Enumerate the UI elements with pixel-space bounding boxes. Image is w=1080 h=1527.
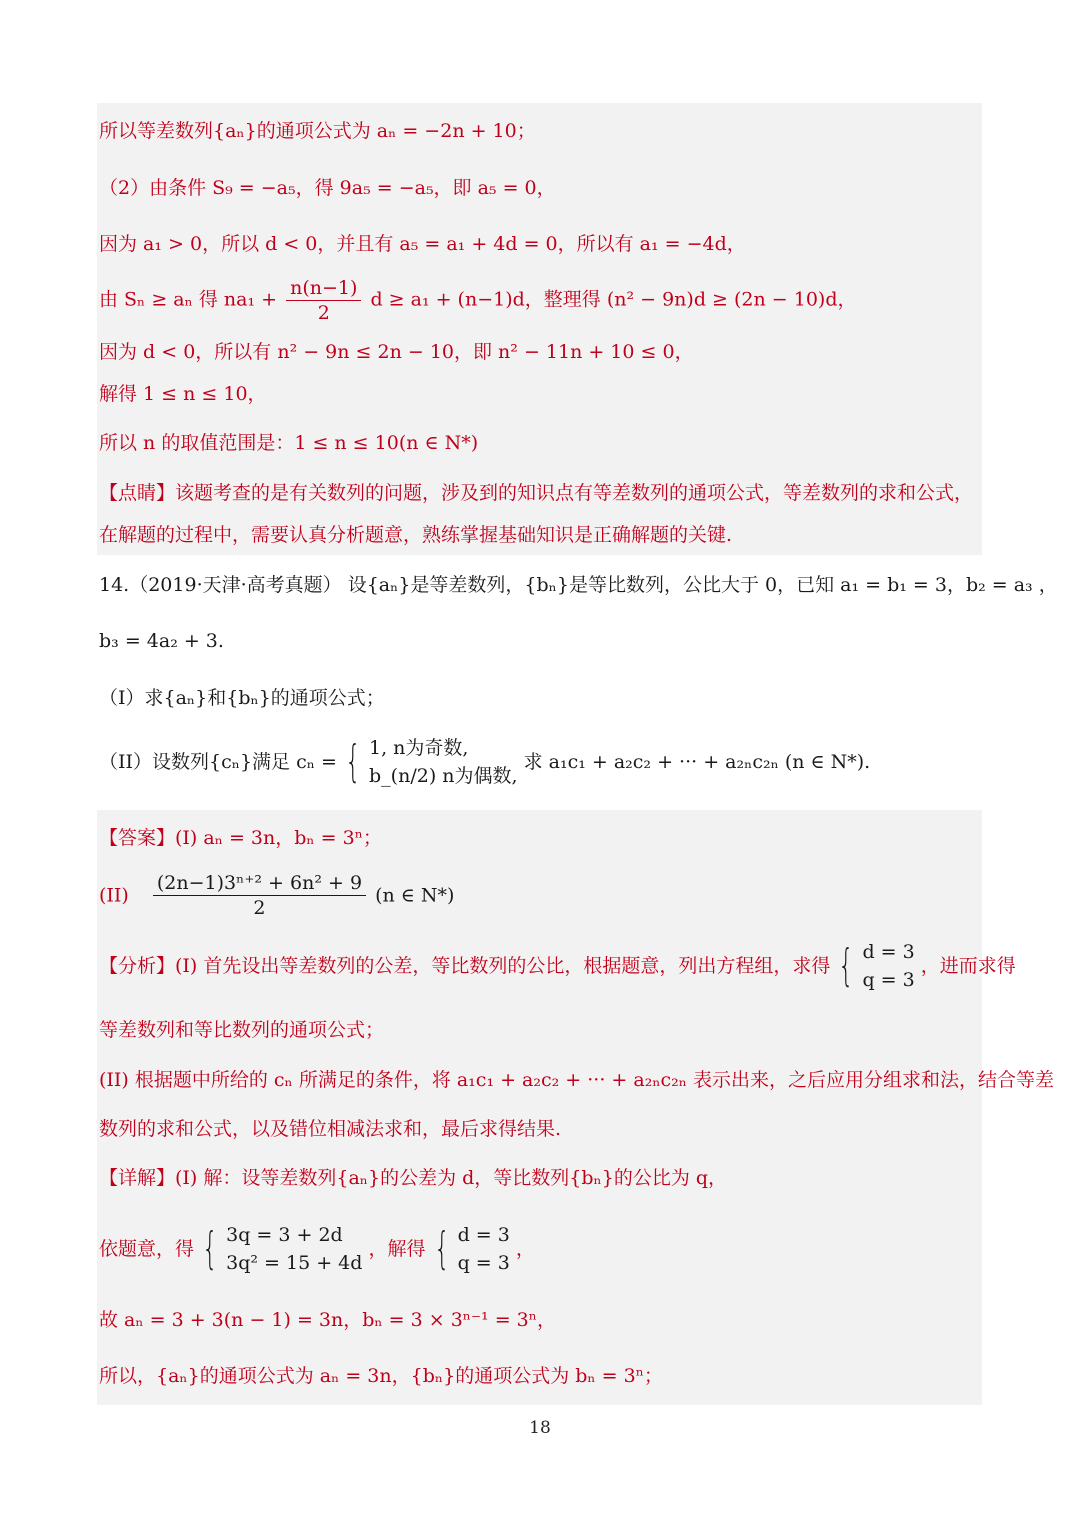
left-brace-icon: { xyxy=(838,940,855,991)
solution-d: d = 3 xyxy=(457,1224,510,1246)
equation-system xyxy=(226,1221,362,1277)
block1-line3: 因为 a₁ > 0，所以 d < 0，并且有 a₅ = a₁ + 4d = 0，所以有 a₁ = −4d， xyxy=(99,233,746,255)
case-d: d = 3 xyxy=(862,941,915,963)
block1-line6: 解得 1 ≤ n ≤ 10， xyxy=(99,383,267,405)
answer2-denominator: 2 xyxy=(253,897,266,919)
answer2-numerator: (2n−1)3ⁿ⁺² + 6n² + 9 xyxy=(153,871,366,896)
equation-2: 3q² = 15 + 4d xyxy=(226,1252,363,1274)
answer2-label: (II) xyxy=(99,884,129,907)
detail-line3: 故 aₙ = 3 + 3(n − 1) = 3n，bₙ = 3 × 3ⁿ⁻¹ = 3ⁿ， xyxy=(99,1309,556,1331)
block1-line2: （2）由条件 S₉ = −a₅，得 9a₅ = −a₅，即 a₅ = 0， xyxy=(99,177,556,199)
detail2-start: 依题意，得 xyxy=(99,1238,195,1260)
detail-line2 xyxy=(99,1221,535,1277)
left-brace-icon: { xyxy=(345,736,361,787)
block1-line1: 所以等差数列{aₙ}的通项公式为 aₙ = −2n + 10； xyxy=(99,120,536,142)
block1-line4-end: d ≥ a₁ + (n−1)d，整理得 (n² − 9n)d ≥ (2n − 10)d， xyxy=(370,288,857,311)
left-brace-icon: { xyxy=(202,1223,218,1274)
equation-1: 3q = 3 + 2d xyxy=(226,1224,343,1246)
problem-part2 xyxy=(99,734,870,790)
answer-line2 xyxy=(99,871,454,920)
block1-line4-start: 由 Sₙ ≥ aₙ 得 na₁ + xyxy=(99,288,278,311)
detail-line1: 【详解】(I) 解：设等差数列{aₙ}的公差为 d，等比数列{bₙ}的公比为 q， xyxy=(99,1167,728,1189)
analysis-line3: (II) 根据题中所给的 cₙ 所满足的条件，将 a₁c₁ + a₂c₂ + ··· + a₂ₙc₂ₙ 表示出来，之后应用分组求和法，结合等差 xyxy=(99,1069,1055,1091)
problem-part2-end: 求 a₁c₁ + a₂c₂ + ··· + a₂ₙc₂ₙ (n ∈ N*). xyxy=(523,751,871,773)
analysis-line1 xyxy=(99,938,1016,994)
fraction-numerator: n(n−1) xyxy=(286,276,361,301)
comment-line1: 【点睛】该题考查的是有关数列的问题，涉及到的知识点有等差数列的通项公式，等差数列的求和公式， xyxy=(99,482,974,504)
problem-part1: （I）求{aₙ}和{bₙ}的通项公式； xyxy=(99,687,385,709)
case-even: b_(n/2) n为偶数, xyxy=(369,765,518,787)
block1-line4 xyxy=(99,276,856,325)
answer2-fraction xyxy=(153,871,366,920)
detail2-end: ， xyxy=(515,1238,535,1260)
block1-line7: 所以 n 的取值范围是：1 ≤ n ≤ 10(n ∈ N*) xyxy=(99,432,479,454)
analysis1-start: 【分析】(I) 首先设出等差数列的公差，等比数列的公比，根据题意，列出方程组，求得 xyxy=(99,955,831,977)
case-odd: 1, n为奇数, xyxy=(369,737,469,759)
answer2-domain: (n ∈ N*) xyxy=(375,884,455,907)
analysis1-end: ，进而求得 xyxy=(920,955,1016,977)
analysis-cases xyxy=(862,938,914,994)
answer-line1: 【答案】(I) aₙ = 3n，bₙ = 3ⁿ； xyxy=(99,827,382,849)
analysis-line2: 等差数列和等比数列的通项公式； xyxy=(99,1019,385,1041)
piecewise-cases xyxy=(369,734,518,790)
solution-q: q = 3 xyxy=(457,1252,510,1274)
solution-system xyxy=(458,1221,510,1277)
problem-line2: b₃ = 4a₂ + 3. xyxy=(99,630,224,652)
left-brace-icon: { xyxy=(433,1223,450,1274)
block1-line4-fraction xyxy=(286,276,361,325)
problem-part2-start: （II）设数列{cₙ}满足 cₙ = xyxy=(99,751,337,773)
case-q: q = 3 xyxy=(862,969,915,991)
comment-line2: 在解题的过程中，需要认真分析题意，熟练掌握基础知识是正确解题的关键. xyxy=(99,524,733,546)
block1-line5: 因为 d < 0，所以有 n² − 9n ≤ 2n − 10，即 n² − 11n + 10 ≤ 0， xyxy=(99,341,694,363)
page-number: 18 xyxy=(529,1418,551,1438)
detail-line4: 所以，{aₙ}的通项公式为 aₙ = 3n，{bₙ}的通项公式为 bₙ = 3ⁿ； xyxy=(99,1365,663,1387)
detail2-mid: ，解得 xyxy=(368,1238,426,1260)
analysis-line4: 数列的求和公式，以及错位相减法求和，最后求得结果. xyxy=(99,1118,562,1140)
problem-line1: 14.（2019·天津·高考真题） 设{aₙ}是等差数列，{bₙ}是等比数列，公比大于 0，已知 a₁ = b₁ = 3，b₂ = a₃ ， xyxy=(99,574,1058,596)
fraction-denominator: 2 xyxy=(317,302,330,324)
